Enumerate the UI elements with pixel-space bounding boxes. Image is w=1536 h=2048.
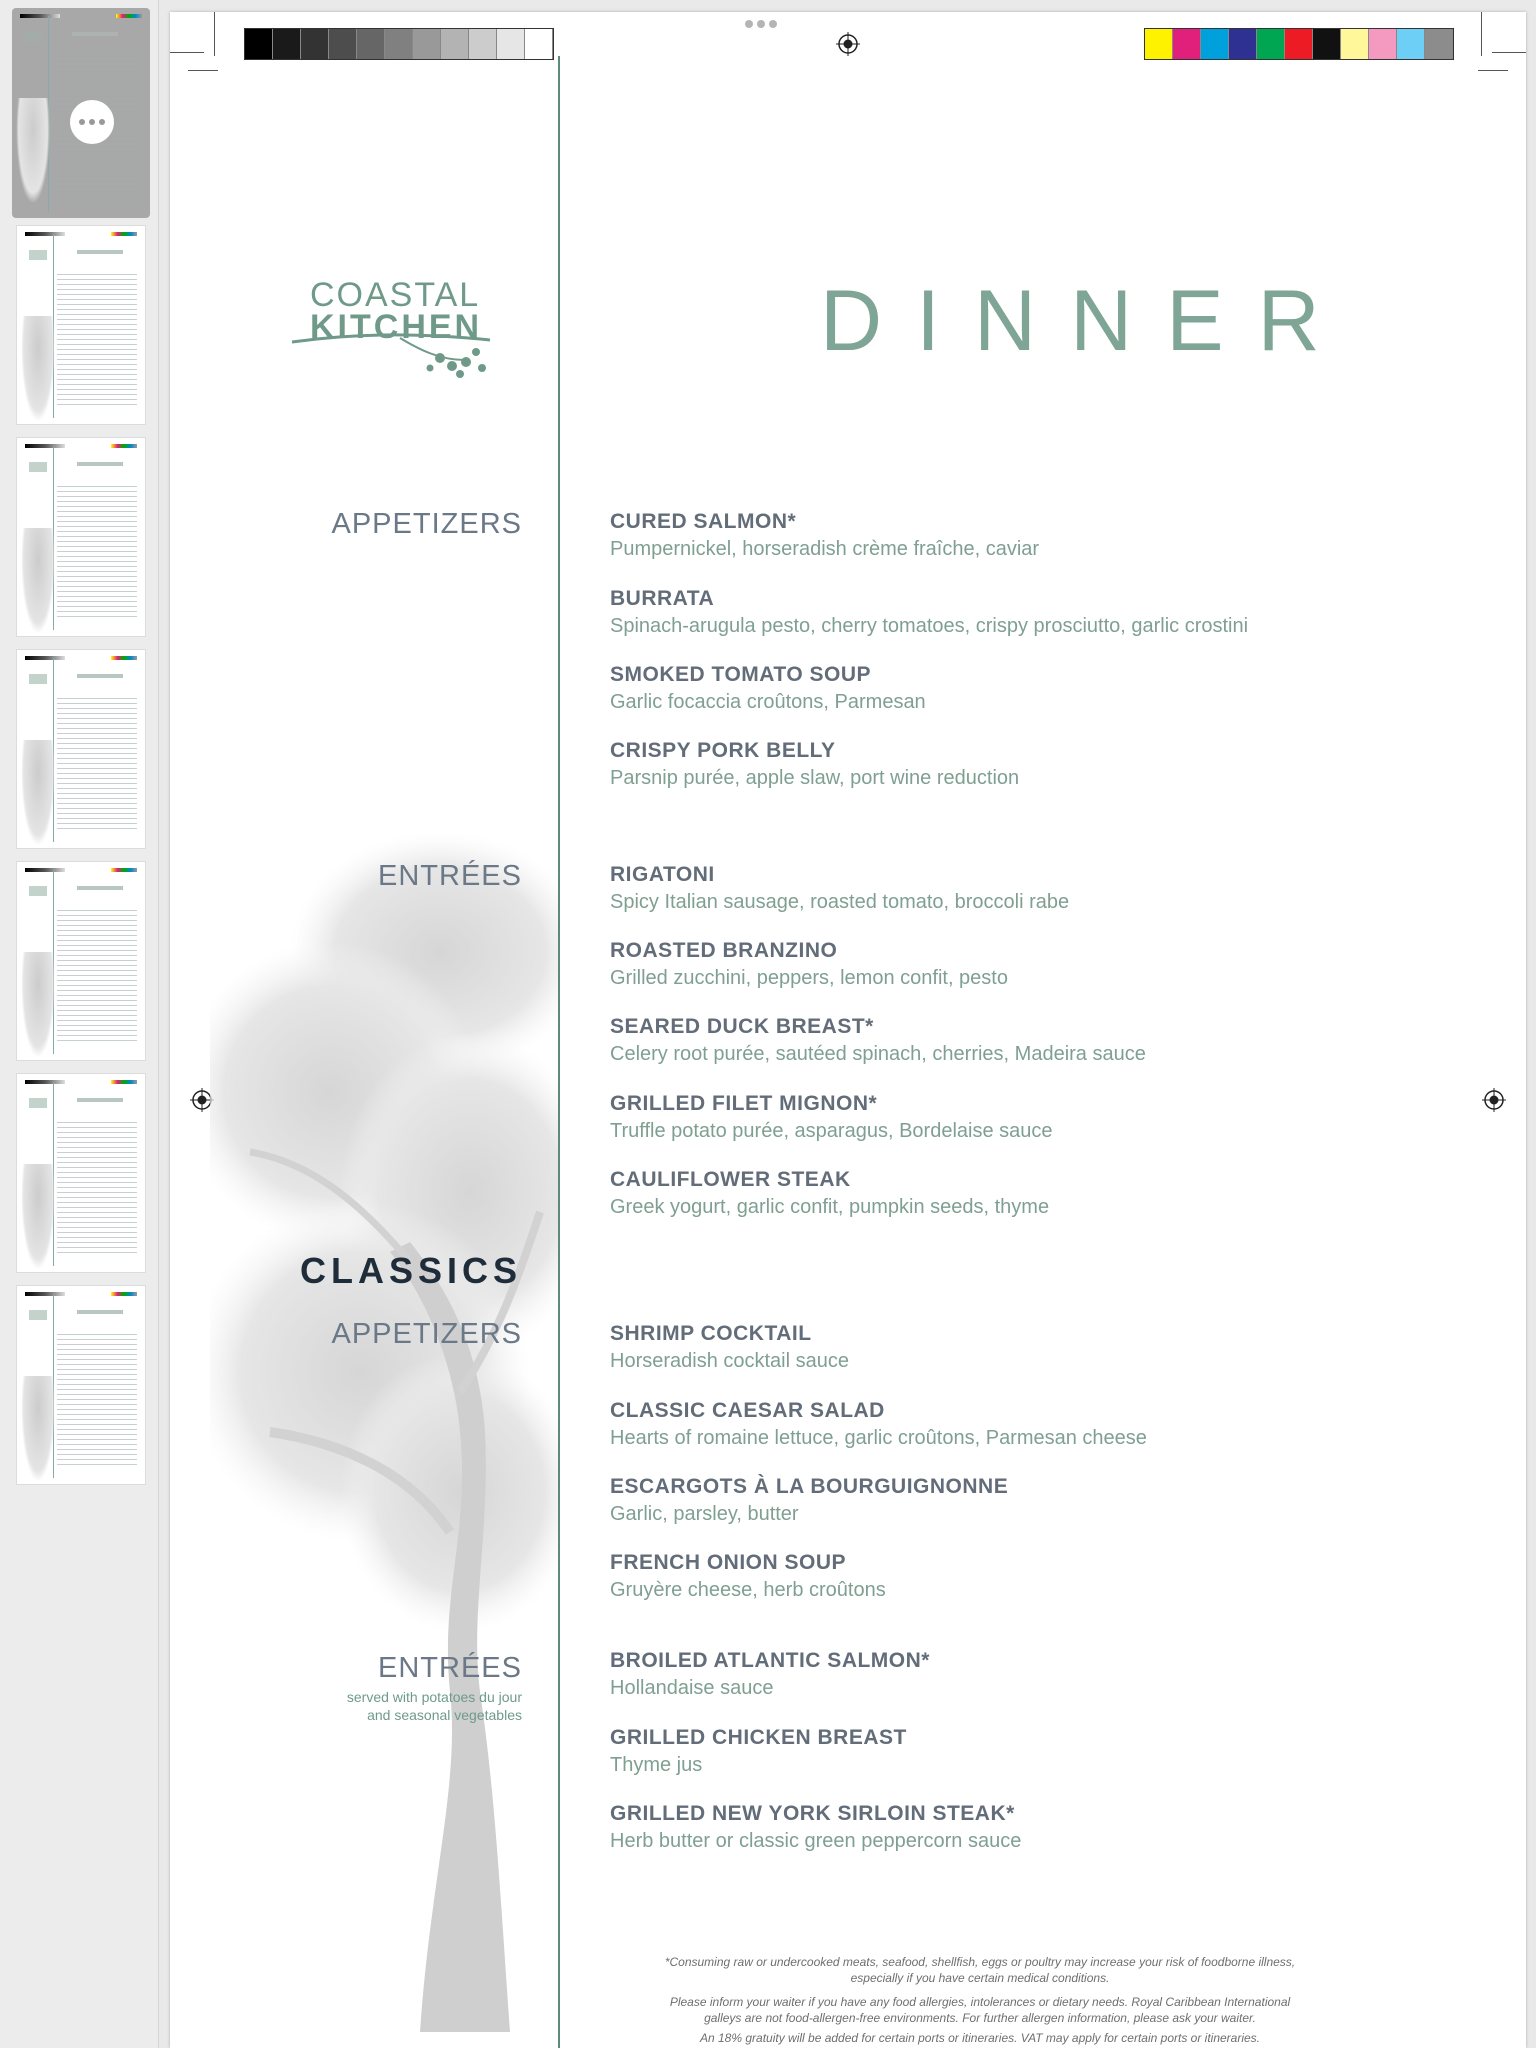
thumb-logo [29,1310,47,1320]
thumb-title [77,1310,123,1314]
thumb-colorbar [111,656,137,660]
item-name: GRILLED CHICKEN BREAST [610,1726,907,1749]
page-thumbnail-7[interactable] [17,1286,145,1484]
thumb-text-lines [57,910,137,1044]
note-line: and seasonal vegetables [367,1707,522,1723]
thumb-text-lines [57,1122,137,1256]
item-name: CAULIFLOWER STEAK [610,1168,851,1191]
menu-item [610,939,1008,990]
item-description: Garlic focaccia croûtons, Parmesan [610,691,926,713]
color-swatch [1341,29,1369,59]
menu-item [610,663,926,714]
menu-item [610,863,1069,914]
item-description: Celery root purée, sautéed spinach, cherries, Madeira sauce [610,1043,1146,1065]
menu-item [610,1649,930,1700]
crop-mark [214,12,215,56]
thumb-tree [21,740,55,846]
item-name: BROILED ATLANTIC SALMON* [610,1649,930,1672]
thumb-text-lines [57,1334,137,1468]
thumbnail-sidebar [0,0,159,2048]
menu-item [610,1322,849,1373]
item-name: FRENCH ONION SOUP [610,1551,847,1574]
color-swatch [1173,29,1201,59]
thumb-text-lines [57,486,137,620]
logo-line-2: KITCHEN [310,308,483,346]
item-name: RIGATONI [610,863,715,886]
more-options-button[interactable] [70,100,114,144]
thumb-logo [29,674,47,684]
thumb-title [77,886,123,890]
classics-appetizers-heading: APPETIZERS [331,1318,522,1350]
gray-swatch [497,29,525,59]
registration-mark-icon [836,32,860,56]
thumb-text-lines [57,698,137,832]
footnote-line: Please inform your waiter if you have any food allergies, intolerances or dietary needs. Royal Caribbean International [669,1995,1291,2009]
item-name: CRISPY PORK BELLY [610,739,836,762]
crop-mark [170,52,204,53]
gray-swatch [329,29,357,59]
color-swatch [1397,29,1425,59]
classics-entrees-heading: ENTRÉES [378,1652,522,1684]
thumb-title [72,32,118,36]
item-name: GRILLED FILET MIGNON* [610,1092,878,1115]
color-swatch [1313,29,1341,59]
grayscale-color-bar [244,28,554,60]
note-line: served with potatoes du jour [346,1689,522,1705]
item-name: SHRIMP COCKTAIL [610,1322,812,1345]
page-thumbnail-1[interactable] [12,8,150,218]
thumb-graybar [25,232,65,236]
thumb-tree [21,528,55,634]
item-description: Pumpernickel, horseradish crème fraîche, caviar [610,538,1040,560]
gray-swatch [469,29,497,59]
more-horizontal-icon [79,119,85,125]
gratuity-disclaimer [600,2030,1360,2046]
thumb-colorbar [111,868,137,872]
color-swatch [1229,29,1257,59]
menu-item [610,587,1248,638]
item-description: Thyme jus [610,1754,703,1776]
thumb-graybar [25,868,65,872]
item-description: Greek yogurt, garlic confit, pumpkin seeds, thyme [610,1196,1050,1218]
registration-mark-icon [1482,1088,1506,1112]
menu-item [610,510,1039,561]
olive-branch-icon [290,330,500,386]
item-name: ROASTED BRANZINO [610,939,838,962]
dot [757,20,765,28]
thumb-title [77,250,123,254]
menu-item [610,1168,1049,1219]
item-name: GRILLED NEW YORK SIRLOIN STEAK* [610,1802,1015,1825]
crop-mark [1481,12,1482,56]
item-name: BURRATA [610,587,715,610]
footnote-line: especially if you have certain medical conditions. [850,1971,1110,1985]
thumb-colorbar [111,232,137,236]
menu-item [610,1399,1147,1450]
page-thumbnail-4[interactable] [17,650,145,848]
item-description: Spicy Italian sausage, roasted tomato, broccoli rabe [610,891,1070,913]
gray-swatch [357,29,385,59]
food-safety-disclaimer [600,1954,1360,1986]
process-color-bar [1144,28,1454,60]
item-description: Spinach-arugula pesto, cherry tomatoes, crispy prosciutto, garlic crostini [610,615,1249,637]
drag-handle-icon[interactable] [745,20,777,28]
color-swatch [1257,29,1285,59]
thumb-tree [21,1376,55,1482]
item-name: CURED SALMON* [610,510,797,533]
item-description: Parsnip purée, apple slaw, port wine reduction [610,767,1020,789]
thumb-text-lines [57,274,137,408]
color-swatch [1145,29,1173,59]
column-divider [558,56,560,2048]
menu-item [610,1802,1021,1853]
item-description: Herb butter or classic green peppercorn sauce [610,1830,1022,1852]
gray-swatch [301,29,329,59]
menu-title: DINNER [820,273,1354,369]
thumb-title [77,1098,123,1102]
color-swatch [1425,29,1453,59]
item-description: Horseradish cocktail sauce [610,1350,849,1372]
thumb-graybar [25,656,65,660]
item-name: ESCARGOTS À LA BOURGUIGNONNE [610,1475,1009,1498]
item-name: SMOKED TOMATO SOUP [610,663,872,686]
allergen-disclaimer [600,1994,1360,2026]
item-description: Garlic, parsley, butter [610,1503,799,1525]
item-description: Hollandaise sauce [610,1677,774,1699]
classics-entrees-note [347,1688,522,1724]
thumb-tree [21,952,55,1058]
dot [89,119,95,125]
thumb-colorbar [111,1080,137,1084]
item-description: Grilled zucchini, peppers, lemon confit, pesto [610,967,1008,989]
coastal-kitchen-logo [290,266,500,386]
crop-mark [188,70,218,71]
footnote-line: *Consuming raw or undercooked meats, seafood, shellfish, eggs or poultry may increase your risk of foodborne illness, [664,1955,1296,1969]
thumb-graybar [20,14,60,18]
item-description: Hearts of romaine lettuce, garlic croûtons, Parmesan cheese [610,1427,1147,1449]
thumb-colorbar [116,14,142,18]
appetizers-heading: APPETIZERS [331,508,522,540]
crop-mark [1478,70,1508,71]
logo-line-1: COASTAL [310,276,481,314]
item-name: CLASSIC CAESAR SALAD [610,1399,885,1422]
entrees-heading: ENTRÉES [378,860,522,892]
item-description: Gruyère cheese, herb croûtons [610,1579,886,1601]
menu-item [610,1726,907,1777]
gray-swatch [385,29,413,59]
page-thumbnail-3[interactable] [17,438,145,636]
menu-item [610,1475,1008,1526]
thumb-graybar [25,444,65,448]
document-page [170,12,1526,2048]
gray-swatch [413,29,441,59]
thumb-logo [29,462,47,472]
menu-item [610,1092,1053,1143]
item-name: SEARED DUCK BREAST* [610,1015,874,1038]
menu-item [610,1015,1146,1066]
crop-mark [1492,52,1526,53]
gray-swatch [525,29,553,59]
thumb-logo [29,1098,47,1108]
thumb-tree [21,1164,55,1270]
footnote-line: galleys are not food-allergen-free environments. For further allergen information, please ask your waiter. [704,2011,1256,2025]
color-swatch [1369,29,1397,59]
thumb-tree [21,316,55,422]
thumb-colorbar [111,444,137,448]
thumb-colorbar [111,1292,137,1296]
color-swatch [1201,29,1229,59]
thumb-title [77,674,123,678]
thumb-logo [29,886,47,896]
thumb-graybar [25,1292,65,1296]
page-thumbnail-6[interactable] [17,1074,145,1272]
thumb-graybar [25,1080,65,1084]
page-thumbnail-5[interactable] [17,862,145,1060]
thumb-tree [16,98,50,204]
gray-swatch [273,29,301,59]
gray-swatch [245,29,273,59]
thumb-title [77,462,123,466]
item-description: Truffle potato purée, asparagus, Bordelaise sauce [610,1120,1053,1142]
gray-swatch [441,29,469,59]
dot [99,119,105,125]
classics-heading: CLASSICS [299,1250,522,1291]
page-thumbnail-2[interactable] [17,226,145,424]
dot [745,20,753,28]
menu-item [610,1551,886,1602]
footnote-line: An 18% gratuity will be added for certain ports or itineraries. VAT may apply for certain ports or itineraries. [699,2031,1261,2045]
thumb-logo [24,32,42,42]
color-swatch [1285,29,1313,59]
menu-item [610,739,1019,790]
thumb-logo [29,250,47,260]
olive-tree-illustration [210,832,560,2032]
dot [769,20,777,28]
